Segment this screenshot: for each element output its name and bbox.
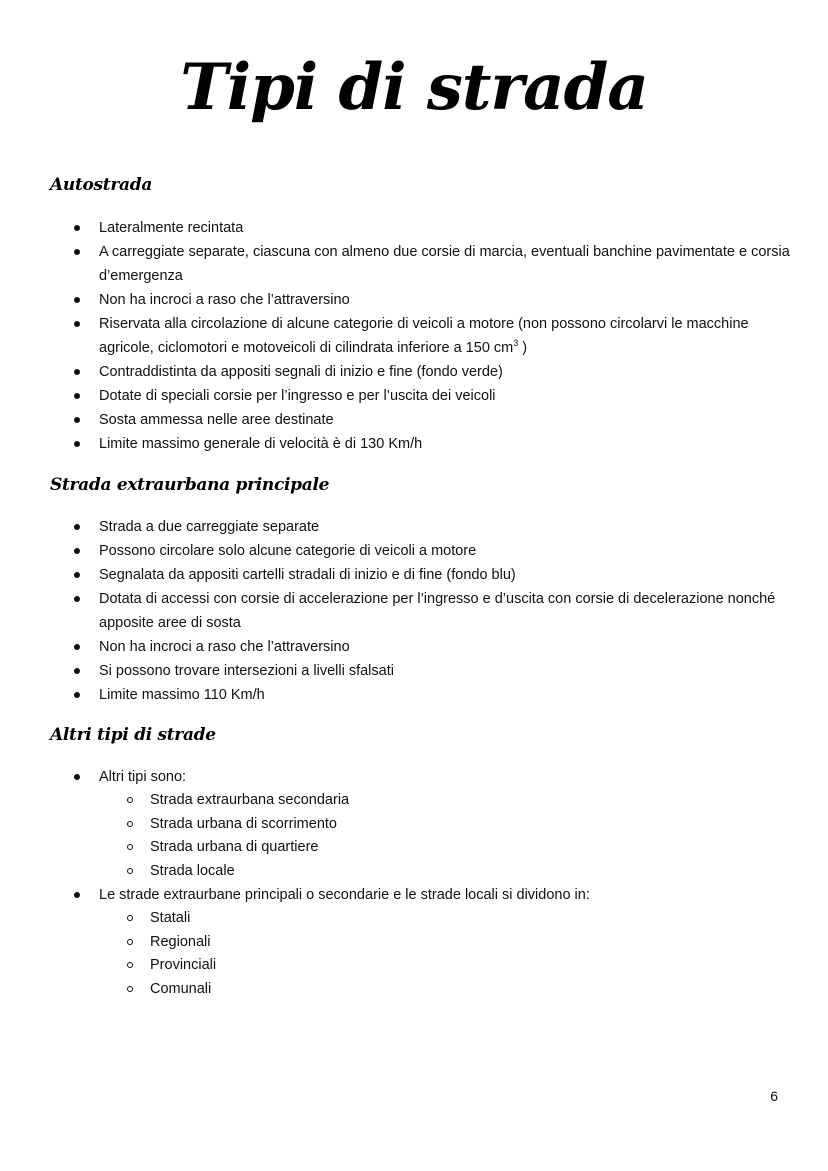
list-item xyxy=(50,312,790,360)
list-item: Strada a due carreggiate separate xyxy=(50,515,790,539)
section-heading: Altri tipi di strade xyxy=(50,725,216,745)
sub-list-item: Comunali xyxy=(99,978,790,1002)
list-item: Segnalata da appositi cartelli stradali di inizio e di fine (fondo blu) xyxy=(50,563,790,587)
list-item: Limite massimo generale di velocità è di 130 Km/h xyxy=(50,432,790,456)
list-item-text: Riservata alla circolazione di alcune categorie di veicoli a motore (non possono circolarvi le macchine agricole, ciclomotori e motoveicoli di cilindrata inferiore a 150 cm xyxy=(99,316,749,356)
sub-list-item: Strada urbana di scorrimento xyxy=(99,813,790,837)
page-number: 6 xyxy=(770,1088,778,1104)
list-item: Dotate di speciali corsie per l’ingresso e per l’uscita dei veicoli xyxy=(50,384,790,408)
list-item: Dotata di accessi con corsie di accelerazione per l’ingresso e d’uscita con corsie di decelerazione nonché apposite aree di sosta xyxy=(50,587,790,635)
page-title: Tipi di strada xyxy=(180,50,648,125)
list-item: Non ha incroci a raso che l’attraversino xyxy=(50,635,790,659)
sub-list-item: Strada urbana di quartiere xyxy=(99,836,790,860)
section-autostrada xyxy=(50,174,790,456)
sub-list xyxy=(99,789,790,883)
superscript: 3 xyxy=(513,338,519,349)
bullet-list xyxy=(50,216,790,456)
bullet-list xyxy=(50,515,790,707)
section-extraurbana-principale xyxy=(50,474,790,707)
section-heading: Strada extraurbana principale xyxy=(50,475,330,495)
sub-list-item: Provinciali xyxy=(99,954,790,978)
list-item: Contraddistinta da appositi segnali di inizio e fine (fondo verde) xyxy=(50,360,790,384)
list-item-tail: ) xyxy=(518,340,528,356)
sub-list-item: Regionali xyxy=(99,931,790,955)
list-item xyxy=(50,883,790,1001)
sub-list-item: Strada locale xyxy=(99,860,790,884)
list-item xyxy=(50,765,790,883)
list-item: Possono circolare solo alcune categorie di veicoli a motore xyxy=(50,539,790,563)
list-item-text: Le strade extraurbane principali o secondarie e le strade locali si dividono in: xyxy=(99,887,590,903)
list-item: Sosta ammessa nelle aree destinate xyxy=(50,408,790,432)
sub-list-item: Statali xyxy=(99,907,790,931)
sub-list xyxy=(99,907,790,1001)
list-item-text: Altri tipi sono: xyxy=(99,769,187,785)
list-item: Si possono trovare intersezioni a livelli sfalsati xyxy=(50,659,790,683)
list-item: Non ha incroci a raso che l’attraversino xyxy=(50,288,790,312)
list-item: Limite massimo 110 Km/h xyxy=(50,683,790,707)
list-item: Lateralmente recintata xyxy=(50,216,790,240)
section-heading: Autostrada xyxy=(50,175,153,195)
sub-list-item: Strada extraurbana secondaria xyxy=(99,789,790,813)
bullet-list xyxy=(50,765,790,1001)
list-item: A carreggiate separate, ciascuna con almeno due corsie di marcia, eventuali banchine pavimentate e corsia d’emergenza xyxy=(50,240,790,288)
section-altri-tipi xyxy=(50,724,790,1001)
